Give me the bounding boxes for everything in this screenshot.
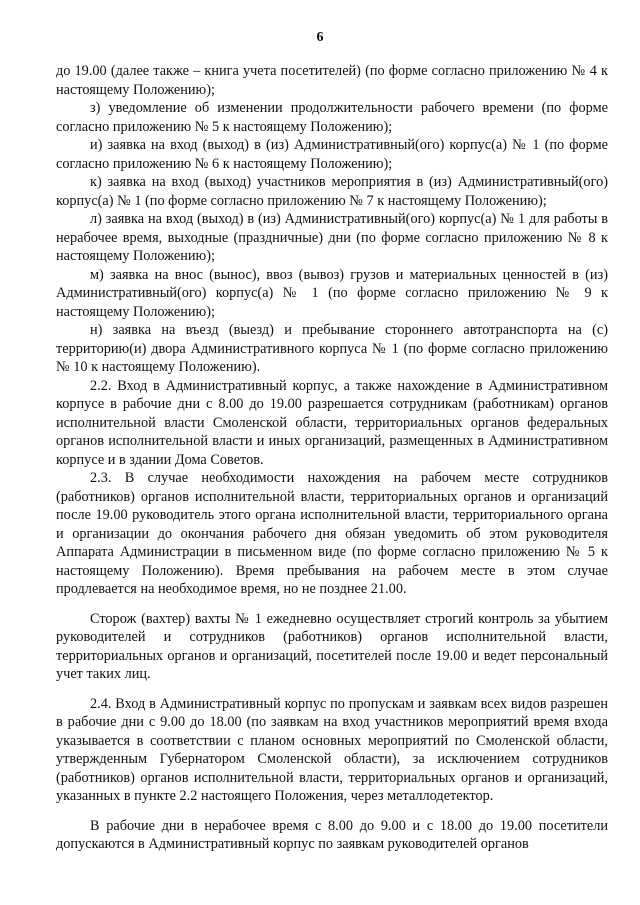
clause-2-2: 2.2. Вход в Административный корпус, а также нахождение в Административном корпусе в рабочие дни с 8.00 до 19.00 разрешается сотрудникам (работникам) органов исполнительной власти Смоленской области, территориальных органов федеральных органов исполнительной власти и иных организаций, размещенных в Административном корпусе и в здании Дома Советов. — [56, 377, 608, 468]
paragraph-intro-continuation: до 19.00 (далее также – книга учета посетителей) (по форме согласно приложению № 4 к настоящему Положению); — [56, 63, 608, 98]
list-item-z: з) уведомление об изменении продолжительности рабочего времени (по форме согласно приложению № 5 к настоящему Положению); — [56, 100, 608, 135]
list-item-n: н) заявка на въезд (выезд) и пребывание стороннего автотранспорта на (с) территорию(и) двора Административного корпуса № 1 (по форме согласно приложению № 10 к настоящему Положению). — [56, 322, 608, 375]
clause-2-4: 2.4. Вход в Административный корпус по пропускам и заявкам всех видов разрешен в рабочие дни с 9.00 до 18.00 (по заявкам на вход участников мероприятий время входа указывается в соответствии с планом основных мероприятий по Смоленской области, утвержденным Губернатором Смоленской области), за исключением сотрудников (работников) органов исполнительной власти, территориальных органов и организаций, указанных в пункте 2.2 настоящего Положения, через металлодетектор. — [56, 695, 608, 804]
list-item-k: к) заявка на вход (выход) участников мероприятия в (из) Административный(ого) корпус(а) № 1 (по форме согласно приложению № 7 к настоящему Положению); — [56, 174, 608, 209]
list-item-m: м) заявка на внос (вынос), ввоз (вывоз) грузов и материальных ценностей в (из) Административный(ого) корпус(а) № 1 (по форме согласно приложению № 9 к настоящему Положению); — [56, 266, 608, 320]
list-item-l: л) заявка на вход (выход) в (из) Административный(ого) корпус(а) № 1 для работы в нерабочее время, выходные (праздничные) дни (по форме согласно приложению № 8 к настоящему Положению); — [56, 211, 608, 264]
off-hours-paragraph: В рабочие дни в нерабочее время с 8.00 до 9.00 и с 18.00 до 19.00 посетители допускаются в Административный корпус по заявкам руководителей органов — [56, 817, 608, 852]
clause-2-3: 2.3. В случае необходимости нахождения на рабочем месте сотрудников (работников) органов исполнительной власти, территориальных органов и организаций после 19.00 руководитель этого органа исполнительной власти, территориального органа и организации до окончания рабочего дня обязан уведомить об этом руководителя Аппарата Администрации в письменном виде (по форме согласно приложению № 5 к настоящему Положению). Время пребывания на рабочем месте в этом случае продлевается на необходимое время, но не позднее 21.00. — [56, 470, 608, 597]
page-number: 6 — [316, 30, 324, 45]
list-item-i: и) заявка на вход (выход) в (из) Административный(ого) корпус(а) № 1 (по форме согласно приложению № 6 к настоящему Положению); — [56, 137, 608, 172]
document-body — [56, 62, 608, 854]
watchman-paragraph: Сторож (вахтер) вахты № 1 ежедневно осуществляет строгий контроль за убытием руководителей и сотрудников (работников) органов исполнительной власти, территориальных органов и организаций, посетителей после 19.00 и ведет персональный учет таких лиц. — [56, 610, 608, 682]
